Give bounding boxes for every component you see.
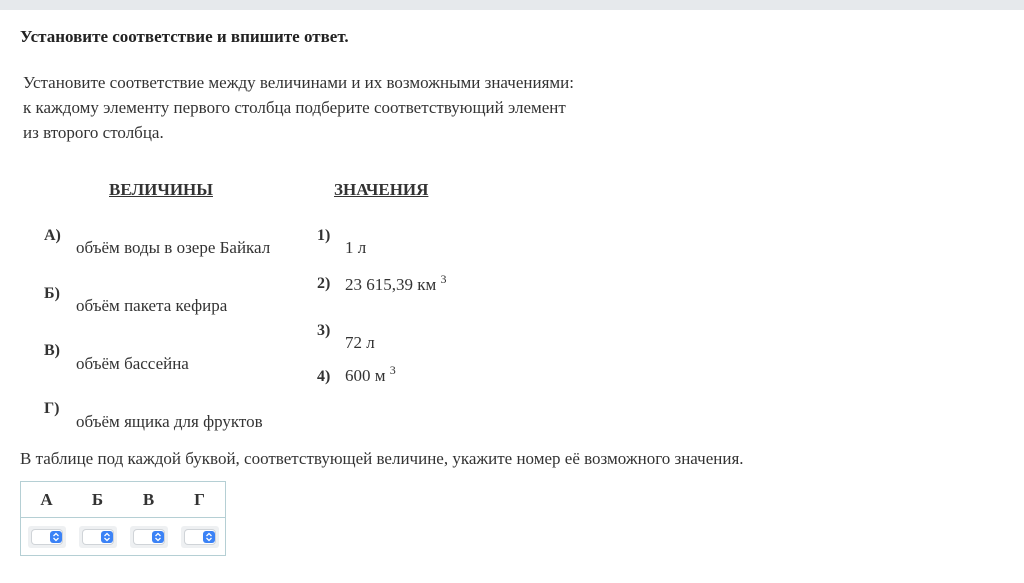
- value-text: 1 л: [345, 238, 367, 257]
- prompt-line: из второго столбца.: [23, 123, 164, 142]
- value-text: 72 л: [345, 333, 375, 352]
- value-number-1: 1): [317, 227, 331, 244]
- answer-select-g[interactable]: [181, 526, 219, 548]
- value-number-2: 2): [317, 275, 331, 292]
- value-text-1: [345, 238, 366, 258]
- quantities-column-header: ВЕЛИЧИНЫ: [109, 180, 213, 199]
- answer-cell-a: [21, 518, 73, 556]
- value-text-4: [345, 363, 396, 386]
- task-heading: Установите соответствие и впишите ответ.: [20, 27, 349, 46]
- quantity-text-g: объём ящика для фруктов: [76, 412, 263, 431]
- task-prompt: [23, 70, 623, 145]
- answer-header-g: Г: [174, 482, 226, 518]
- quantity-text-v: объём бассейна: [76, 354, 189, 373]
- answer-select-v[interactable]: [130, 526, 168, 548]
- value-text-2: [345, 272, 447, 295]
- select-field: [83, 530, 113, 544]
- value-text: 23 615,39 км: [345, 275, 437, 294]
- quantity-letter-b: Б): [44, 285, 60, 302]
- prompt-line: к каждому элементу первого столбца подберите соответствующий элемент: [23, 98, 566, 117]
- select-field: [185, 530, 215, 544]
- answer-instruction: В таблице под каждой буквой, соответствующей величине, укажите номер её возможного значения.: [20, 449, 744, 468]
- value-number-3: 3): [317, 322, 331, 339]
- quantity-text-b: объём пакета кефира: [76, 296, 228, 315]
- quantity-letter-v: В): [44, 342, 60, 359]
- updown-chevron-icon: [152, 531, 164, 543]
- answer-header-b: Б: [72, 482, 123, 518]
- value-number-4: 4): [317, 368, 331, 385]
- answer-header-v: В: [123, 482, 174, 518]
- values-column-header: ЗНАЧЕНИЯ: [334, 180, 429, 199]
- updown-chevron-icon: [50, 531, 62, 543]
- top-bar: [0, 0, 1024, 10]
- answer-cell-b: [72, 518, 123, 556]
- value-text-3: [345, 333, 375, 353]
- answer-header-a: А: [21, 482, 73, 518]
- updown-chevron-icon: [203, 531, 215, 543]
- quantity-letter-g: Г): [44, 400, 60, 417]
- value-exponent: 3: [440, 272, 447, 286]
- select-field: [32, 530, 62, 544]
- updown-chevron-icon: [101, 531, 113, 543]
- answer-table-header-row: [21, 482, 226, 518]
- answer-table-select-row: [21, 518, 226, 556]
- quantity-letter-a: А): [44, 227, 61, 244]
- quantity-text-a: объём воды в озере Байкал: [76, 238, 271, 257]
- prompt-line: Установите соответствие между величинами и их возможными значениями:: [23, 73, 574, 92]
- answer-cell-g: [174, 518, 226, 556]
- answer-select-a[interactable]: [28, 526, 66, 548]
- answer-select-b[interactable]: [79, 526, 117, 548]
- value-text: 600 м: [345, 366, 386, 385]
- select-field: [134, 530, 164, 544]
- answer-cell-v: [123, 518, 174, 556]
- answer-table: [20, 481, 226, 556]
- value-exponent: 3: [389, 363, 396, 377]
